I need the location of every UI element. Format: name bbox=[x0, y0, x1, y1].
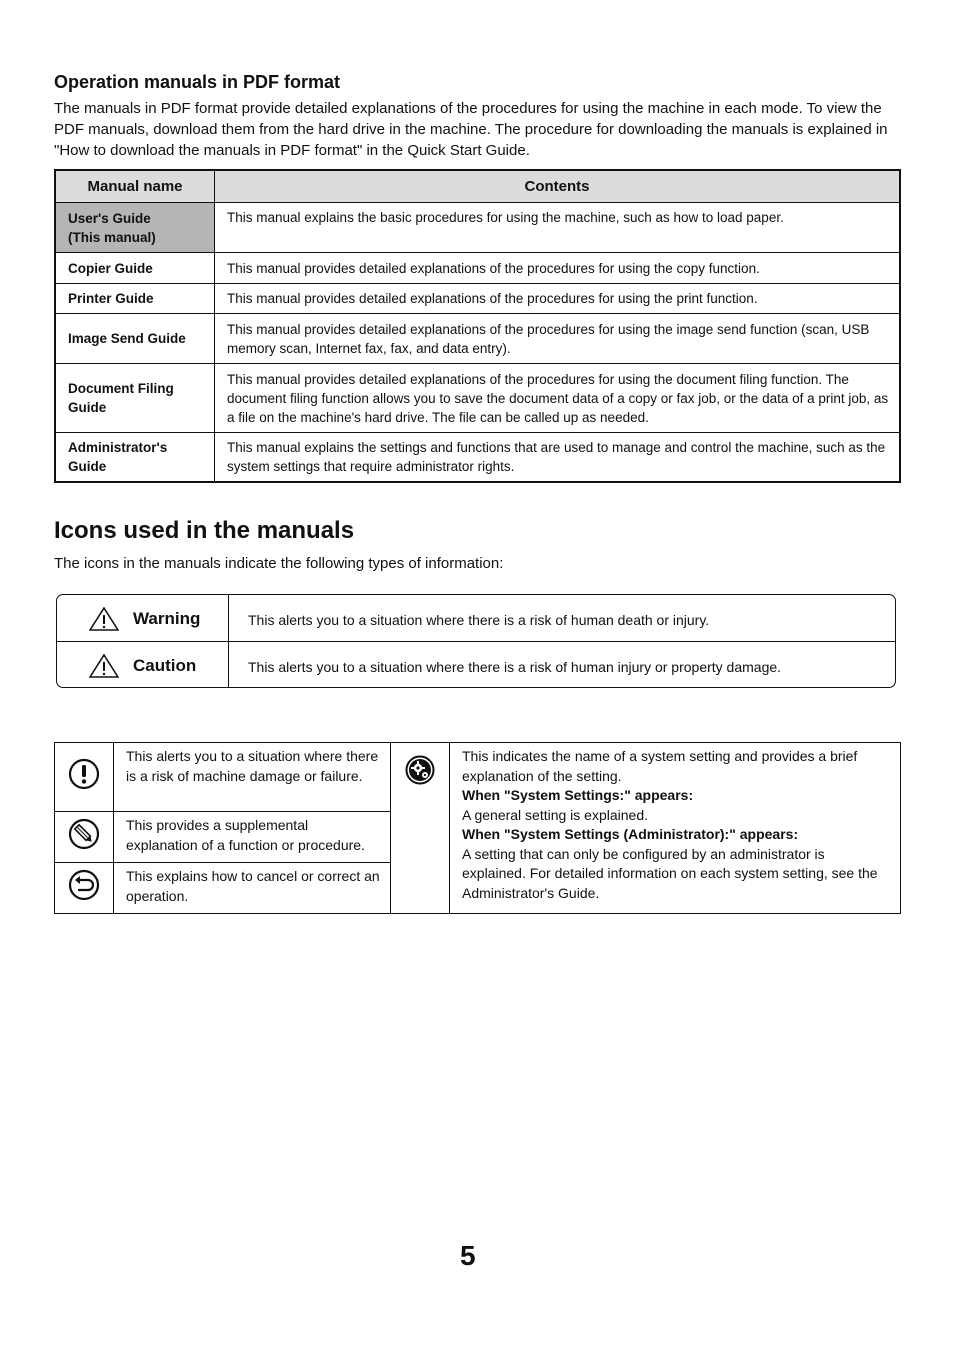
manuals-table bbox=[54, 169, 901, 483]
caution-label-cell bbox=[57, 642, 229, 688]
manual-contents-cell: This manual provides detailed explanations of the procedures for using the print function. bbox=[215, 284, 901, 314]
table-row bbox=[55, 743, 901, 812]
pencil-circle-icon bbox=[68, 818, 100, 850]
system-settings-bold2: When "System Settings (Administrator):" appears: bbox=[462, 826, 799, 842]
manual-name-cell: User's Guide (This manual) bbox=[55, 203, 215, 253]
notes-icons-table bbox=[54, 742, 901, 914]
table-row bbox=[55, 284, 900, 314]
warning-triangle-icon bbox=[89, 654, 119, 678]
page-number: 5 bbox=[460, 1240, 476, 1271]
system-settings-bold1: When "System Settings:" appears: bbox=[462, 787, 694, 803]
return-arrow-circle-icon bbox=[68, 869, 100, 901]
manual-name-cell: Administrator's Guide bbox=[55, 433, 215, 482]
warning-label: Warning bbox=[133, 609, 201, 628]
manual-name-cell: Document Filing Guide bbox=[55, 364, 215, 433]
warning-triangle-icon bbox=[89, 607, 119, 631]
note-text: This explains how to cancel or correct an operation. bbox=[114, 863, 391, 914]
table-row bbox=[55, 314, 900, 364]
section-heading: Operation manuals in PDF format bbox=[54, 72, 341, 92]
caution-row bbox=[57, 641, 895, 688]
manual-contents-cell: This manual explains the basic procedures for using the machine, such as how to load paper. bbox=[215, 203, 901, 253]
table-row bbox=[55, 253, 900, 284]
header-manual-name: Manual name bbox=[55, 170, 215, 203]
manual-contents-cell: This manual provides detailed explanations of the procedures for using the image send function (scan, USB memory scan, Internet fax, fax, and data entry). bbox=[215, 314, 901, 364]
section-intro: The manuals in PDF format provide detailed explanations of the procedures for using the machine in each mode. To view the PDF manuals, download them from the hard drive in the machine. The procedure for downloading the manuals is explained in "How to download the manuals in PDF format" in the Quick Start Guide. bbox=[54, 100, 888, 159]
table-row bbox=[55, 433, 900, 482]
table-row bbox=[55, 203, 900, 253]
exclamation-circle-icon bbox=[68, 758, 100, 790]
alert-icons-box bbox=[56, 594, 896, 688]
manual-contents-cell: This manual provides detailed explanations of the procedures for using the document filing function. The document filing function allows you to save the document data of a copy or fax job, or the data of a print job, as a file on the machine's hard drive. The file can be called up as needed. bbox=[215, 364, 901, 433]
warning-row bbox=[57, 595, 895, 641]
exclamation-icon-cell bbox=[55, 743, 114, 812]
system-settings-line2: A general setting is explained. bbox=[462, 806, 649, 823]
return-icon-cell bbox=[55, 863, 114, 914]
manual-contents-cell: This manual provides detailed explanations of the procedures for using the copy function. bbox=[215, 253, 901, 284]
note-text: This provides a supplemental explanation of a function or procedure. bbox=[114, 812, 391, 863]
gear-settings-icon bbox=[405, 755, 435, 785]
system-settings-text bbox=[450, 743, 901, 914]
manual-name-cell: Copier Guide bbox=[55, 253, 215, 284]
caution-label: Caution bbox=[133, 656, 197, 675]
manual-name-cell: Image Send Guide bbox=[55, 314, 215, 364]
gear-icon-cell bbox=[391, 743, 450, 914]
warning-label-cell bbox=[57, 595, 229, 641]
manual-contents-cell: This manual explains the settings and functions that are used to manage and control the machine, such as the system settings that require administrator rights. bbox=[215, 433, 901, 482]
note-text: This alerts you to a situation where there is a risk of machine damage or failure. bbox=[114, 743, 391, 812]
icons-subtext: The icons in the manuals indicate the following types of information: bbox=[54, 555, 504, 572]
table-row bbox=[55, 364, 900, 433]
table-header-row bbox=[55, 170, 900, 203]
header-contents: Contents bbox=[215, 170, 901, 203]
manual-name-cell: Printer Guide bbox=[55, 284, 215, 314]
system-settings-line1: This indicates the name of a system setting and provides a brief explanation of the setting. bbox=[462, 748, 858, 784]
pencil-icon-cell bbox=[55, 812, 114, 863]
system-settings-line3: A setting that can only be configured by an administrator is explained. For detailed information on each system setting, see the Administrator's Guide. bbox=[462, 845, 878, 901]
icons-heading: Icons used in the manuals bbox=[54, 517, 355, 544]
caution-text: This alerts you to a situation where there is a risk of human injury or property damage. bbox=[248, 659, 782, 675]
warning-text: This alerts you to a situation where there is a risk of human death or injury. bbox=[248, 612, 710, 628]
